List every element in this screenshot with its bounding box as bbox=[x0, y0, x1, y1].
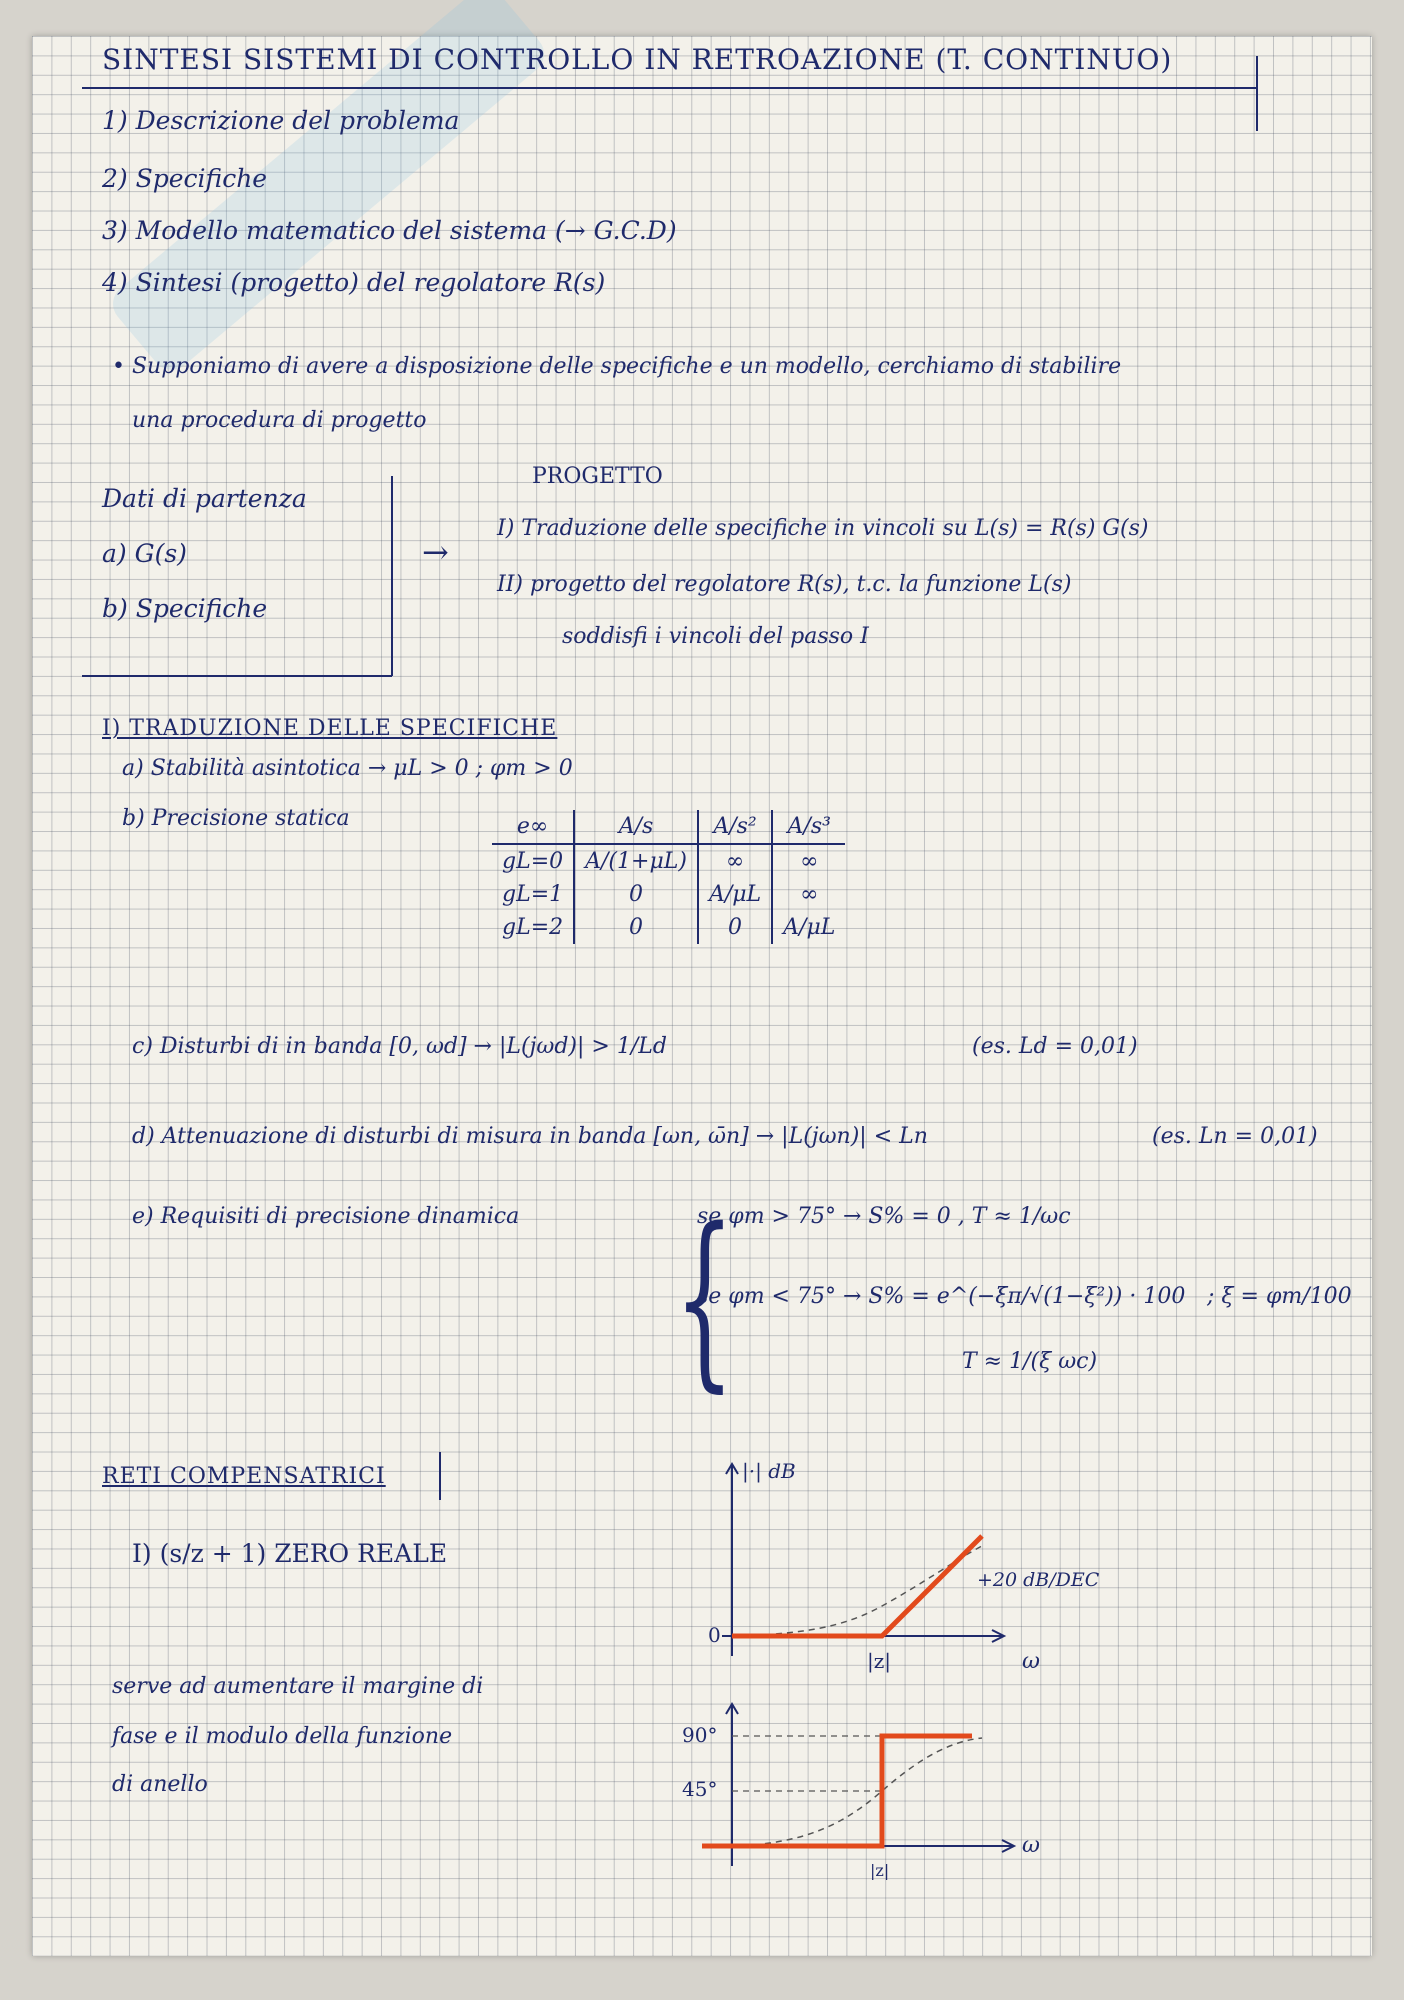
notebook-page bbox=[32, 36, 1372, 1956]
table-header-row bbox=[492, 810, 845, 844]
spec-e-time: T ≈ 1/(ξ ωc) bbox=[962, 1349, 1098, 1374]
progetto-step-1: I) Traduzione delle specifiche in vincoli su L(s) = R(s) G(s) bbox=[497, 516, 1149, 541]
phase-x-label: ω bbox=[1022, 1833, 1040, 1858]
brace-icon: { bbox=[674, 1188, 735, 1409]
table-cell: ∞ bbox=[698, 844, 772, 878]
spec-d: d) Attenuazione di disturbi di misura in banda [ωn, ω̄n] → |L(jωn)| < Ln bbox=[132, 1124, 928, 1149]
bode-phase-plot bbox=[682, 1696, 1082, 1896]
phase-real-curve bbox=[732, 1738, 982, 1846]
data-item-g: a) G(s) bbox=[102, 539, 187, 568]
step-1: 1) Descrizione del problema bbox=[102, 106, 460, 135]
title-underline bbox=[32, 36, 1352, 96]
bode-magnitude-plot bbox=[682, 1456, 1100, 1686]
intro-line-1: • Supponiamo di avere a disposizione delle specifiche e un modello, cerchiamo di stabilire bbox=[112, 354, 1122, 379]
table-cell: A/(1+μL) bbox=[574, 844, 698, 878]
spec-e-case-1: se φm > 75° → S% = 0 , T ≈ 1/ωc bbox=[697, 1204, 1071, 1229]
table-header-cell: A/s bbox=[574, 810, 698, 844]
arrow-icon: → bbox=[422, 533, 449, 571]
table-cell: gL=2 bbox=[502, 915, 564, 940]
phase-90-label: 90° bbox=[682, 1723, 718, 1747]
reti-desc-2: fase e il modulo della funzione bbox=[112, 1724, 453, 1749]
data-item-spec: b) Specifiche bbox=[102, 594, 268, 623]
table-row bbox=[492, 878, 845, 911]
reti-desc-1: serve ad aumentare il margine di bbox=[112, 1674, 484, 1699]
page-title: SINTESI SISTEMI DI CONTROLLO IN RETROAZIONE (T. CONTINUO) bbox=[102, 43, 1173, 76]
table-cell: gL=1 bbox=[502, 882, 564, 907]
table-row bbox=[492, 844, 845, 878]
intro-line-2: una procedura di progetto bbox=[132, 408, 427, 433]
table-header-cell: A/s³ bbox=[772, 810, 845, 844]
progetto-step-2: II) progetto del regolatore R(s), t.c. la funzione L(s) bbox=[497, 572, 1072, 597]
spec-b: b) Precisione statica bbox=[122, 806, 350, 831]
step-2: 2) Specifiche bbox=[102, 164, 268, 193]
table-cell: A/μL bbox=[772, 911, 845, 944]
table-header-cell: e∞ bbox=[492, 810, 574, 844]
spec-e: e) Requisiti di precisione dinamica bbox=[132, 1204, 520, 1229]
table-cell: 0 bbox=[574, 878, 698, 911]
spec-d-note: (es. Ln = 0,01) bbox=[1152, 1124, 1318, 1149]
reti-heading: RETI COMPENSATRICI bbox=[102, 1464, 386, 1489]
mag-real-curve bbox=[732, 1546, 982, 1636]
mag-x-label: ω bbox=[1022, 1649, 1040, 1674]
spec-e-xi: ; ξ = φm/100 bbox=[1207, 1284, 1352, 1309]
progetto-title: PROGETTO bbox=[532, 464, 663, 489]
mag-break-label: |z| bbox=[867, 1649, 892, 1673]
spec-c: c) Disturbi di in banda [0, ωd] → |L(jωd)| > 1/Ld bbox=[132, 1034, 667, 1059]
reti-desc-3: di anello bbox=[112, 1772, 208, 1797]
phase-45-label: 45° bbox=[682, 1777, 718, 1801]
zero-reale-label: I) (s/z + 1) ZERO REALE bbox=[132, 1539, 448, 1568]
table-row bbox=[492, 911, 845, 944]
mag-y-label: |·| dB bbox=[742, 1459, 796, 1483]
precision-table bbox=[492, 810, 845, 944]
phase-break-label: |z| bbox=[870, 1861, 890, 1880]
table-cell: gL=0 bbox=[502, 849, 564, 874]
table-cell: 0 bbox=[574, 911, 698, 944]
table-cell: A/μL bbox=[698, 878, 772, 911]
table-cell: ∞ bbox=[772, 844, 845, 878]
mag-zero-label: 0 bbox=[708, 1623, 721, 1647]
traduzione-heading: I) TRADUZIONE DELLE SPECIFICHE bbox=[102, 716, 558, 741]
step-4: 4) Sintesi (progetto) del regolatore R(s) bbox=[102, 268, 606, 297]
step-3: 3) Modello matematico del sistema (→ G.C.D) bbox=[102, 216, 677, 245]
data-box-title: Dati di partenza bbox=[102, 484, 307, 513]
table-cell: ∞ bbox=[772, 878, 845, 911]
spec-c-note: (es. Ld = 0,01) bbox=[972, 1034, 1138, 1059]
table-cell: 0 bbox=[698, 911, 772, 944]
mag-asymptote bbox=[732, 1536, 982, 1636]
table-header-cell: A/s² bbox=[698, 810, 772, 844]
progetto-step-2b: soddisfi i vincoli del passo I bbox=[562, 624, 869, 649]
mag-slope-label: +20 dB/DEC bbox=[977, 1569, 1100, 1591]
reti-heading-bracket bbox=[436, 1448, 456, 1508]
spec-e-case-2: se φm < 75° → S% = e^(−ξπ/√(1−ξ²)) · 100 bbox=[697, 1284, 1186, 1309]
spec-a: a) Stabilità asintotica → μL > 0 ; φm > 0 bbox=[122, 756, 573, 781]
